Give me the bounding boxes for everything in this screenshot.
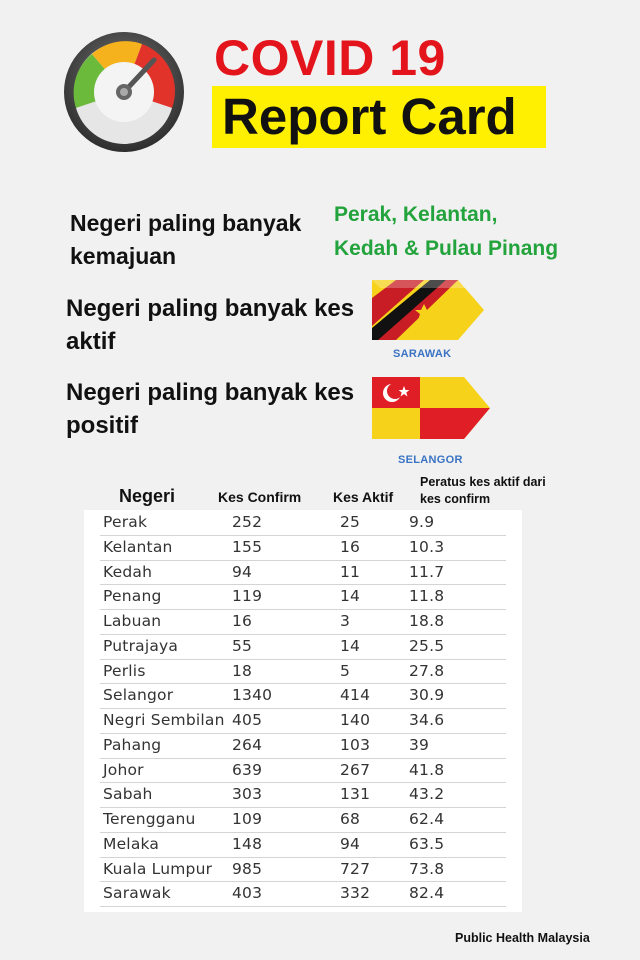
cell-negeri: Melaka — [103, 834, 160, 853]
cell-kes-confirm: 109 — [232, 810, 263, 828]
cell-kes-confirm: 264 — [232, 735, 263, 754]
cell-negeri: Perlis — [103, 661, 146, 680]
cell-kes-aktif: 140 — [340, 711, 371, 729]
source-credit: Public Health Malaysia — [455, 931, 590, 945]
cell-negeri: Kuala Lumpur — [103, 859, 213, 878]
table-row — [100, 882, 506, 907]
column-header-kes-aktif: Kes Aktif — [333, 489, 394, 505]
cell-kes-confirm: 639 — [232, 760, 263, 779]
cell-negeri: Putrajaya — [103, 636, 179, 655]
cell-peratus: 41.8 — [409, 760, 445, 779]
cell-kes-aktif: 11 — [340, 562, 361, 581]
cell-peratus: 82.4 — [409, 884, 445, 903]
cell-peratus: 63.5 — [409, 834, 445, 853]
cell-kes-aktif: 14 — [340, 636, 361, 655]
table-row — [100, 511, 506, 536]
cell-kes-aktif: 131 — [340, 785, 371, 804]
cell-negeri: Selangor — [103, 686, 174, 705]
cell-kes-confirm: 405 — [232, 711, 263, 729]
cell-kes-confirm: 1340 — [232, 686, 273, 705]
table-row — [100, 684, 506, 709]
column-header-negeri: Negeri — [119, 486, 176, 506]
cell-kes-confirm: 55 — [232, 636, 253, 655]
cell-kes-aktif: 5 — [340, 661, 351, 680]
cell-kes-confirm: 985 — [232, 859, 263, 878]
cell-negeri: Sabah — [103, 785, 153, 804]
cell-kes-aktif: 14 — [340, 587, 361, 606]
cell-peratus: 11.7 — [409, 562, 445, 581]
table-row — [100, 610, 506, 635]
sarawak-flag-icon — [366, 276, 486, 344]
cell-kes-aktif: 3 — [340, 612, 351, 630]
cell-kes-confirm: 155 — [232, 537, 263, 556]
table-row — [100, 808, 506, 833]
cell-kes-confirm: 18 — [232, 661, 253, 680]
cell-kes-confirm: 16 — [232, 612, 253, 630]
cell-kes-aktif: 25 — [340, 513, 361, 531]
cell-peratus: 43.2 — [409, 785, 445, 804]
title-covid19: COVID 19 — [214, 30, 446, 86]
cell-negeri: Pahang — [103, 735, 162, 754]
cell-kes-aktif: 103 — [340, 735, 371, 754]
most-progress-value — [334, 198, 558, 266]
cell-kes-aktif: 414 — [340, 686, 371, 705]
cell-kes-aktif: 727 — [340, 859, 371, 878]
cell-peratus: 11.8 — [409, 587, 445, 606]
table-row — [100, 833, 506, 858]
cell-negeri: Sarawak — [103, 884, 171, 903]
most-positive-label: Negeri paling banyak kes positif — [66, 379, 355, 439]
table-row — [100, 561, 506, 586]
column-header-peratus: Peratus kes aktif dari kes confirm — [420, 475, 546, 506]
cell-peratus: 25.5 — [409, 636, 445, 655]
sarawak-label: SARAWAK — [393, 348, 452, 360]
cell-negeri: Kedah — [103, 562, 153, 581]
cell-peratus: 73.8 — [409, 859, 445, 878]
selangor-flag-icon — [368, 373, 492, 443]
cell-kes-aktif: 332 — [340, 884, 371, 903]
cell-kes-aktif: 267 — [340, 760, 371, 779]
table-row — [100, 709, 506, 734]
table-row — [100, 759, 506, 784]
table-row — [100, 734, 506, 759]
cell-negeri: Perak — [103, 513, 148, 531]
cell-peratus: 9.9 — [409, 513, 435, 531]
cell-kes-confirm: 94 — [232, 562, 253, 581]
cell-peratus: 30.9 — [409, 686, 445, 705]
table-row — [100, 660, 506, 685]
column-header-kes-confirm: Kes Confirm — [218, 489, 302, 505]
cell-peratus: 62.4 — [409, 810, 445, 828]
cell-kes-aktif: 68 — [340, 810, 361, 828]
most-progress-label: Negeri paling banyak kemajuan — [70, 210, 302, 269]
table-row — [100, 858, 506, 883]
table-row — [100, 783, 506, 808]
table-row — [100, 536, 506, 561]
cell-kes-confirm: 252 — [232, 513, 263, 531]
cell-kes-confirm: 148 — [232, 834, 263, 853]
most-progress-line-2: Kedah & Pulau Pinang — [334, 237, 559, 260]
cell-peratus: 34.6 — [409, 711, 445, 729]
cell-negeri: Johor — [103, 760, 144, 779]
cell-peratus: 39 — [409, 735, 430, 754]
cell-kes-aktif: 16 — [340, 537, 361, 556]
cell-negeri: Labuan — [103, 612, 162, 630]
cell-kes-confirm: 303 — [232, 785, 263, 804]
table-row — [100, 585, 506, 610]
cell-peratus: 27.8 — [409, 661, 445, 680]
cell-negeri: Penang — [103, 587, 162, 606]
cell-peratus: 10.3 — [409, 537, 445, 556]
cell-kes-confirm: 403 — [232, 884, 263, 903]
title-report-card: Report Card — [222, 88, 517, 145]
cell-negeri: Negri Sembilan — [103, 711, 225, 729]
most-active-label: Negeri paling banyak kes aktif — [66, 295, 355, 355]
speedometer-gauge-icon — [62, 30, 186, 154]
cell-kes-aktif: 94 — [340, 834, 361, 853]
selangor-label: SELANGOR — [398, 454, 463, 466]
cell-kes-confirm: 119 — [232, 587, 263, 606]
cell-negeri: Terengganu — [103, 810, 196, 828]
most-progress-line-1: Perak, Kelantan, — [334, 203, 498, 226]
cell-peratus: 18.8 — [409, 612, 445, 630]
cell-negeri: Kelantan — [103, 537, 173, 556]
table-row — [100, 635, 506, 660]
data-table — [100, 511, 506, 907]
